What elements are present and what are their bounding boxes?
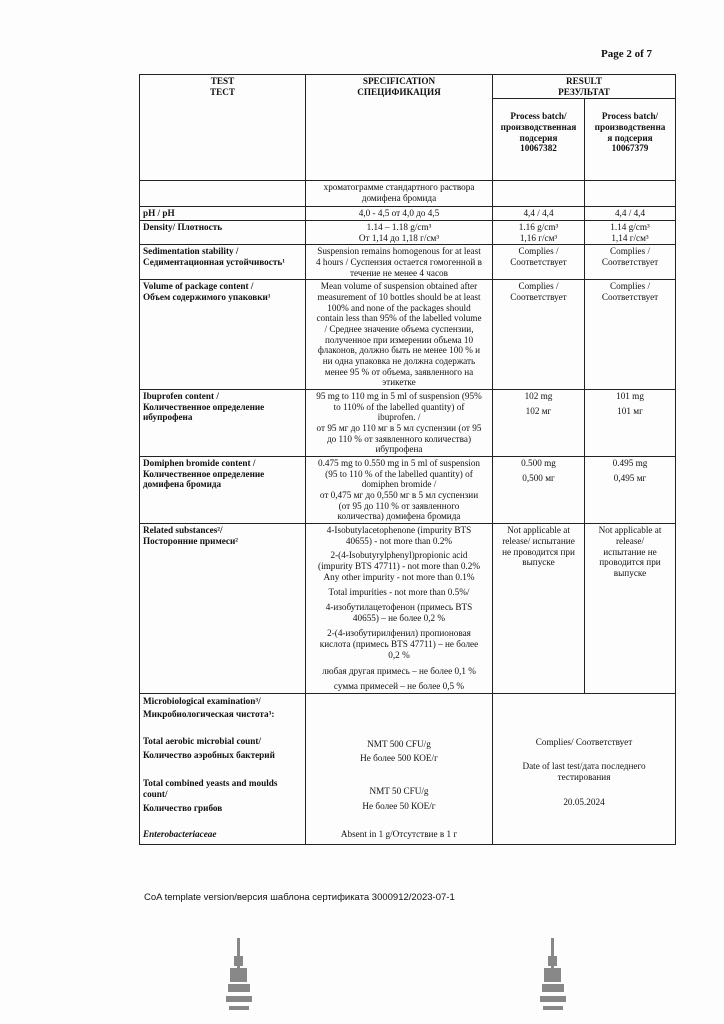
batch2-line: я подсерия: [607, 132, 653, 143]
spec-line: ибупрофена: [375, 444, 423, 455]
spec-line: 2-(4-Isobutyrylphenyl)propionic acid: [330, 550, 468, 561]
test-line: Sedimentation stability /: [143, 246, 239, 257]
test-line: Total aerobic microbial count/: [143, 735, 261, 746]
result-line: Соответствует: [510, 257, 567, 268]
volume-result-2: [585, 280, 676, 390]
volume-test: [140, 280, 306, 390]
spec-line: to 110% of the labelled quantity) of: [333, 401, 465, 412]
test-line: Объем содержимого упаковки¹: [143, 292, 271, 303]
spec-line: хроматограмме стандартного раствора: [323, 182, 475, 193]
spec-line: флаконов, должно быть не менее 100 % и: [317, 345, 481, 356]
spec-line: домифена бромида: [361, 193, 437, 204]
spec-header-ru: СПЕЦИФИКАЦИЯ: [357, 86, 441, 97]
spec-line: 1.14 – 1.18 g/cm³: [366, 222, 432, 233]
result-line: 1,14 г/см³: [611, 232, 649, 243]
test-column-header: [140, 75, 306, 181]
ibuprofen-spec: [306, 390, 493, 457]
batch2-number: 10067379: [611, 143, 649, 154]
result-line: release/: [615, 535, 645, 546]
test-line: Количество аэробных бактерий: [143, 749, 275, 760]
spec-line: любая другая примесь – не более 0,1 %: [322, 665, 476, 676]
ph-test: pH / pH: [140, 207, 306, 221]
ibuprofen-test: [140, 390, 306, 457]
ph-result-1: 4,4 / 4,4: [493, 207, 585, 221]
spec-line: (95 to 110 % of the labelled quantity) of: [325, 468, 473, 479]
last-test-date: 20.05.2024: [563, 796, 605, 807]
test-line: ибупрофена: [143, 412, 193, 423]
empty-cell: [585, 181, 676, 207]
spec-line: 0.475 mg to 0.550 mg in 5 ml of suspension: [317, 458, 481, 469]
table-row-related-substances: [140, 524, 676, 693]
batch1-number: 10067382: [520, 143, 557, 154]
micro-spec: [306, 693, 493, 844]
spec-line: полученное при измерении объема 10: [324, 334, 474, 345]
empty-cell: [493, 181, 585, 207]
table-row-density: [140, 221, 676, 245]
related-test: [140, 524, 306, 693]
ibuprofen-result-1: [493, 390, 585, 457]
domiphen-result-1: [493, 457, 585, 524]
batch1-line: подсерия: [519, 132, 558, 143]
result-line: 0.495 mg: [612, 458, 648, 469]
spec-line: 0,2 %: [388, 650, 410, 661]
template-version-footer: CoA template version/версия шаблона сертификата 3000912/2023-07-1: [144, 892, 455, 903]
result-column-header: [493, 75, 676, 99]
result-line: Complies/ Соответствует: [535, 736, 633, 747]
table-row-ph: [140, 207, 676, 221]
related-spec: [306, 524, 493, 693]
spec-line: 100% and none of the packages should: [327, 302, 471, 313]
spec-line: (от 95 до 110 % от заявленного: [338, 500, 460, 511]
test-line: Volume of package content /: [143, 281, 254, 292]
result-line: не проводится при: [502, 546, 575, 557]
spec-line: Absent in 1 g/Отсутствие в 1 г: [340, 829, 458, 840]
spec-line: до 110 % от заявленного количества): [326, 433, 472, 444]
density-result-1: [493, 221, 585, 245]
spec-line: Total impurities - not more than 0.5%/: [328, 587, 470, 598]
test-line: Посторонние примеси²: [143, 535, 239, 546]
spec-line: 4-Isobutylacetophenone (impurity BTS: [326, 525, 472, 536]
table-row-volume: [140, 280, 676, 390]
spec-line: NMT 500 CFU/g: [367, 738, 431, 749]
density-spec: [306, 221, 493, 245]
result-line: тестирования: [557, 771, 611, 782]
result-line: 102 mg: [524, 391, 553, 402]
spec-line: менее 95 % от объема, заявленного на: [324, 366, 474, 377]
result-line: Date of last test/дата последнего: [522, 761, 646, 772]
spec-column-header: [306, 75, 493, 181]
scan-artifact-icon: [540, 938, 566, 1014]
result-line: Complies /: [518, 281, 559, 292]
test-line: Количественное определение: [143, 468, 265, 479]
micro-test: [140, 693, 306, 844]
spec-line: (impurity BTS 47711) - not more than 0.2%: [318, 561, 480, 572]
result-line: 101 мг: [617, 405, 643, 416]
result-header-ru: РЕЗУЛЬТАТ: [558, 86, 610, 97]
domiphen-result-2: [585, 457, 676, 524]
test-line: Ibuprofen content /: [143, 391, 219, 402]
result-line: 101 mg: [616, 391, 644, 402]
continuation-spec: [306, 181, 493, 207]
result-line: 0,495 мг: [613, 472, 647, 483]
batch1-header: [493, 99, 585, 181]
spec-line: от 95 мг до 110 мг в 5 мл суспензии (от 95: [316, 423, 482, 434]
test-line: Total combined yeasts and moulds: [143, 778, 278, 789]
table-row-ibuprofen: [140, 390, 676, 457]
test-line: Микробиологическая чистота³:: [143, 709, 275, 720]
spec-line: течение не менее 4 часов: [350, 267, 448, 278]
result-line: 0.500 mg: [521, 458, 556, 469]
volume-result-1: [493, 280, 585, 390]
batch2-line: Process batch/: [601, 111, 659, 122]
spec-line: от 0,475 мг до 0,550 мг в 5 мл суспензии: [319, 490, 479, 501]
result-line: Complies /: [609, 246, 651, 257]
spec-line: Не более 50 КОЕ/г: [362, 800, 436, 811]
spec-line: кислота (примесь BTS 47711) – не более: [319, 639, 479, 650]
spec-line: ни одна упаковка не должна содержать: [322, 356, 476, 367]
spec-line: Suspension remains homogenous for at least: [317, 246, 481, 257]
sedimentation-test: [140, 245, 306, 280]
related-result-1: [493, 524, 585, 693]
micro-result: [493, 693, 676, 844]
spec-line: NMT 50 CFU/g: [369, 785, 429, 796]
result-line: испытание не: [603, 546, 657, 557]
spec-line: Не более 500 КОЕ/г: [360, 753, 438, 764]
spec-line: domiphen bromide /: [361, 479, 437, 490]
result-line: Соответствует: [510, 292, 567, 303]
spec-line: 95 mg to 110 mg in 5 ml of suspension (95%: [316, 391, 482, 402]
ph-spec: 4,0 - 4,5 от 4,0 до 4,5: [306, 207, 493, 221]
density-test: Density/ Плотность: [140, 221, 306, 245]
spec-line: 4-изобутилацетофенон (примесь BTS: [325, 602, 473, 613]
result-line: Complies /: [609, 281, 651, 292]
volume-spec: [306, 280, 493, 390]
coa-results-table: [139, 74, 676, 845]
related-result-2: [585, 524, 676, 693]
sedimentation-spec: [306, 245, 493, 280]
test-header-ru: ТЕСТ: [209, 86, 236, 97]
spec-line: количества) домифена бромида: [337, 511, 461, 522]
test-line: Количественное определение: [143, 401, 265, 412]
result-line: Complies /: [518, 246, 559, 257]
result-header-en: RESULT: [566, 76, 602, 86]
result-line: выпуске: [613, 567, 647, 578]
result-line: Not applicable at: [507, 525, 570, 536]
result-line: Not applicable at: [598, 525, 662, 536]
test-line: Количество грибов: [143, 802, 223, 813]
batch2-header: [585, 99, 676, 181]
batch1-line: производственная: [500, 122, 577, 133]
result-line: Соответствует: [601, 257, 659, 268]
table-row-sedimentation: [140, 245, 676, 280]
ph-result-2: 4,4 / 4,4: [585, 207, 676, 221]
test-line: Domiphen bromide content /: [143, 458, 256, 469]
spec-line: 2-(4-изобутирилфенил) пропионовая: [327, 628, 471, 639]
sedimentation-result-1: [493, 245, 585, 280]
result-line: 1.14 g/cm³: [610, 222, 650, 233]
page-number: Page 2 of 7: [600, 48, 652, 60]
spec-line: 40655) – не более 0,2 %: [352, 613, 446, 624]
table-header-row: [140, 75, 676, 99]
table-row-microbiological: [140, 693, 676, 844]
test-line: Microbiological examination³/: [143, 695, 261, 706]
result-line: release/ испытание: [502, 535, 575, 546]
result-line: проводится при: [599, 557, 661, 568]
spec-line: / Среднее значение объема суспензии,: [324, 324, 474, 335]
spec-line: Any other impurity - not more than 0.1%: [323, 572, 475, 583]
scan-artifact-icon: [226, 938, 252, 1014]
result-line: 102 мг: [525, 405, 552, 416]
batch1-line: Process batch/: [510, 111, 567, 122]
result-line: Соответствует: [601, 292, 659, 303]
spec-line: ibuprofen. /: [377, 412, 421, 423]
spec-line: сумма примесей – не более 0,5 %: [333, 680, 465, 691]
test-header-en: TEST: [210, 76, 235, 86]
domiphen-test: [140, 457, 306, 524]
spec-line: measurement of 10 bottles should be at least: [317, 292, 481, 303]
sedimentation-result-2: [585, 245, 676, 280]
batch2-line: производственна: [594, 122, 666, 133]
test-line: домифена бромида: [143, 479, 222, 490]
spec-line: contain less than 95% of the labelled volume: [316, 313, 482, 324]
result-line: 0,500 мг: [522, 472, 555, 483]
spec-line: 40655) - not more than 0.2%: [345, 536, 453, 547]
test-line: count/: [143, 788, 168, 799]
test-line: Enterobacteriaceae: [143, 829, 217, 840]
empty-cell: [140, 181, 306, 207]
spec-line: От 1,14 до 1,18 г/см³: [358, 232, 440, 243]
result-line: выпуске: [522, 557, 555, 568]
test-line: Седиментационная устойчивость¹: [143, 257, 285, 268]
result-line: 1.16 g/cm³: [518, 222, 559, 233]
spec-line: этикетке: [382, 377, 416, 388]
spec-line: 4 hours / Суспензия остается гомогенной в: [316, 257, 482, 268]
density-result-2: [585, 221, 676, 245]
table-row-domiphen: [140, 457, 676, 524]
ibuprofen-result-2: [585, 390, 676, 457]
continuation-row: [140, 181, 676, 207]
test-line: Related substances²/: [143, 525, 223, 536]
result-line: 1,16 г/см³: [519, 232, 558, 243]
spec-header-en: SPECIFICATION: [362, 76, 436, 86]
domiphen-spec: [306, 457, 493, 524]
spec-line: Mean volume of suspension obtained after: [320, 281, 478, 292]
